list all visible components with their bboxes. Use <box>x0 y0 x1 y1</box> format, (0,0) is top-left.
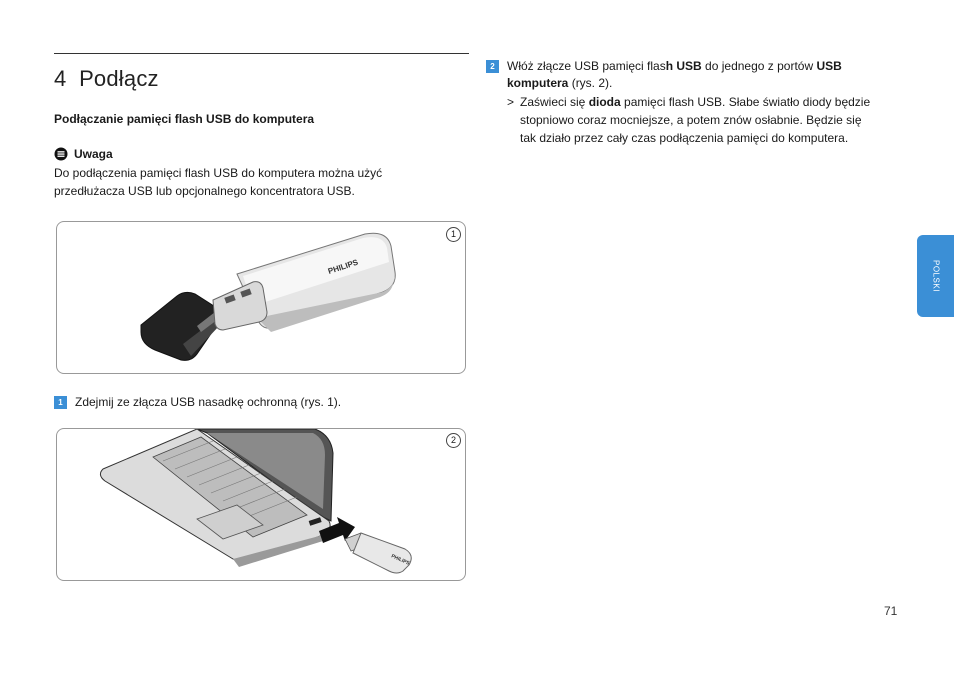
result-text-pre: Zaświeci się <box>520 95 589 109</box>
step-1 <box>54 394 341 411</box>
section-title <box>54 66 159 92</box>
figure-2-brand-label: PHILIPS <box>390 553 411 567</box>
subheading: Podłączanie pamięci flash USB do komputera <box>54 112 315 126</box>
step-2-badge: 2 <box>486 60 499 73</box>
result-marker: > <box>507 95 515 109</box>
step-2-result <box>507 93 902 147</box>
step-1-badge: 1 <box>54 396 67 409</box>
top-rule <box>54 53 469 54</box>
step-1-text: Zdejmij ze złącza USB nasadkę ochronną (rys. 1). <box>75 395 342 409</box>
figure-1 <box>56 221 466 374</box>
note-label: Uwaga <box>74 147 113 161</box>
page-number: 71 <box>884 604 898 618</box>
usb-flash-drive-with-cap-illustration <box>57 222 465 373</box>
language-tab <box>917 235 954 317</box>
result-text-line2: stopniowo coraz mocniejsze, a potem znów osłabnie. Będzie się <box>520 113 862 127</box>
result-text-bold: dioda <box>588 95 621 109</box>
laptop-with-usb-drive-illustration <box>57 429 465 580</box>
figure-1-brand-label: PHILIPS <box>326 257 360 276</box>
step-2-bold-a: h USB <box>665 59 702 73</box>
note-text-line1: Do podłączenia pamięci flash USB do komputera można użyć <box>54 166 383 180</box>
figure-1-number: 1 <box>446 227 461 242</box>
note-text-line2: przedłużacza USB lub opcjonalnego koncentratora USB. <box>54 184 355 198</box>
step-2 <box>486 58 896 92</box>
note-text <box>54 164 464 200</box>
note-header <box>54 147 113 161</box>
figure-2-number: 2 <box>446 433 461 448</box>
step-2-bold-c: komputera <box>507 76 569 90</box>
figure-2 <box>56 428 466 581</box>
step-2-bold-b: USB <box>816 59 842 73</box>
language-tab-label: POLSKI <box>931 260 940 292</box>
result-text-line3: tak działo przez cały czas podłączenia pamięci do komputera. <box>520 131 849 145</box>
result-text-line1: pamięci flash USB. Słabe światło diody będzie <box>620 95 871 109</box>
step-2-text-a: Włóż złącze USB pamięci flas <box>507 59 666 73</box>
section-title-text: Podłącz <box>79 66 159 91</box>
note-icon <box>54 147 68 161</box>
section-number: 4 <box>54 66 67 91</box>
step-2-text-c: (rys. 2). <box>568 76 613 90</box>
step-2-text-b: do jednego z portów <box>701 59 817 73</box>
